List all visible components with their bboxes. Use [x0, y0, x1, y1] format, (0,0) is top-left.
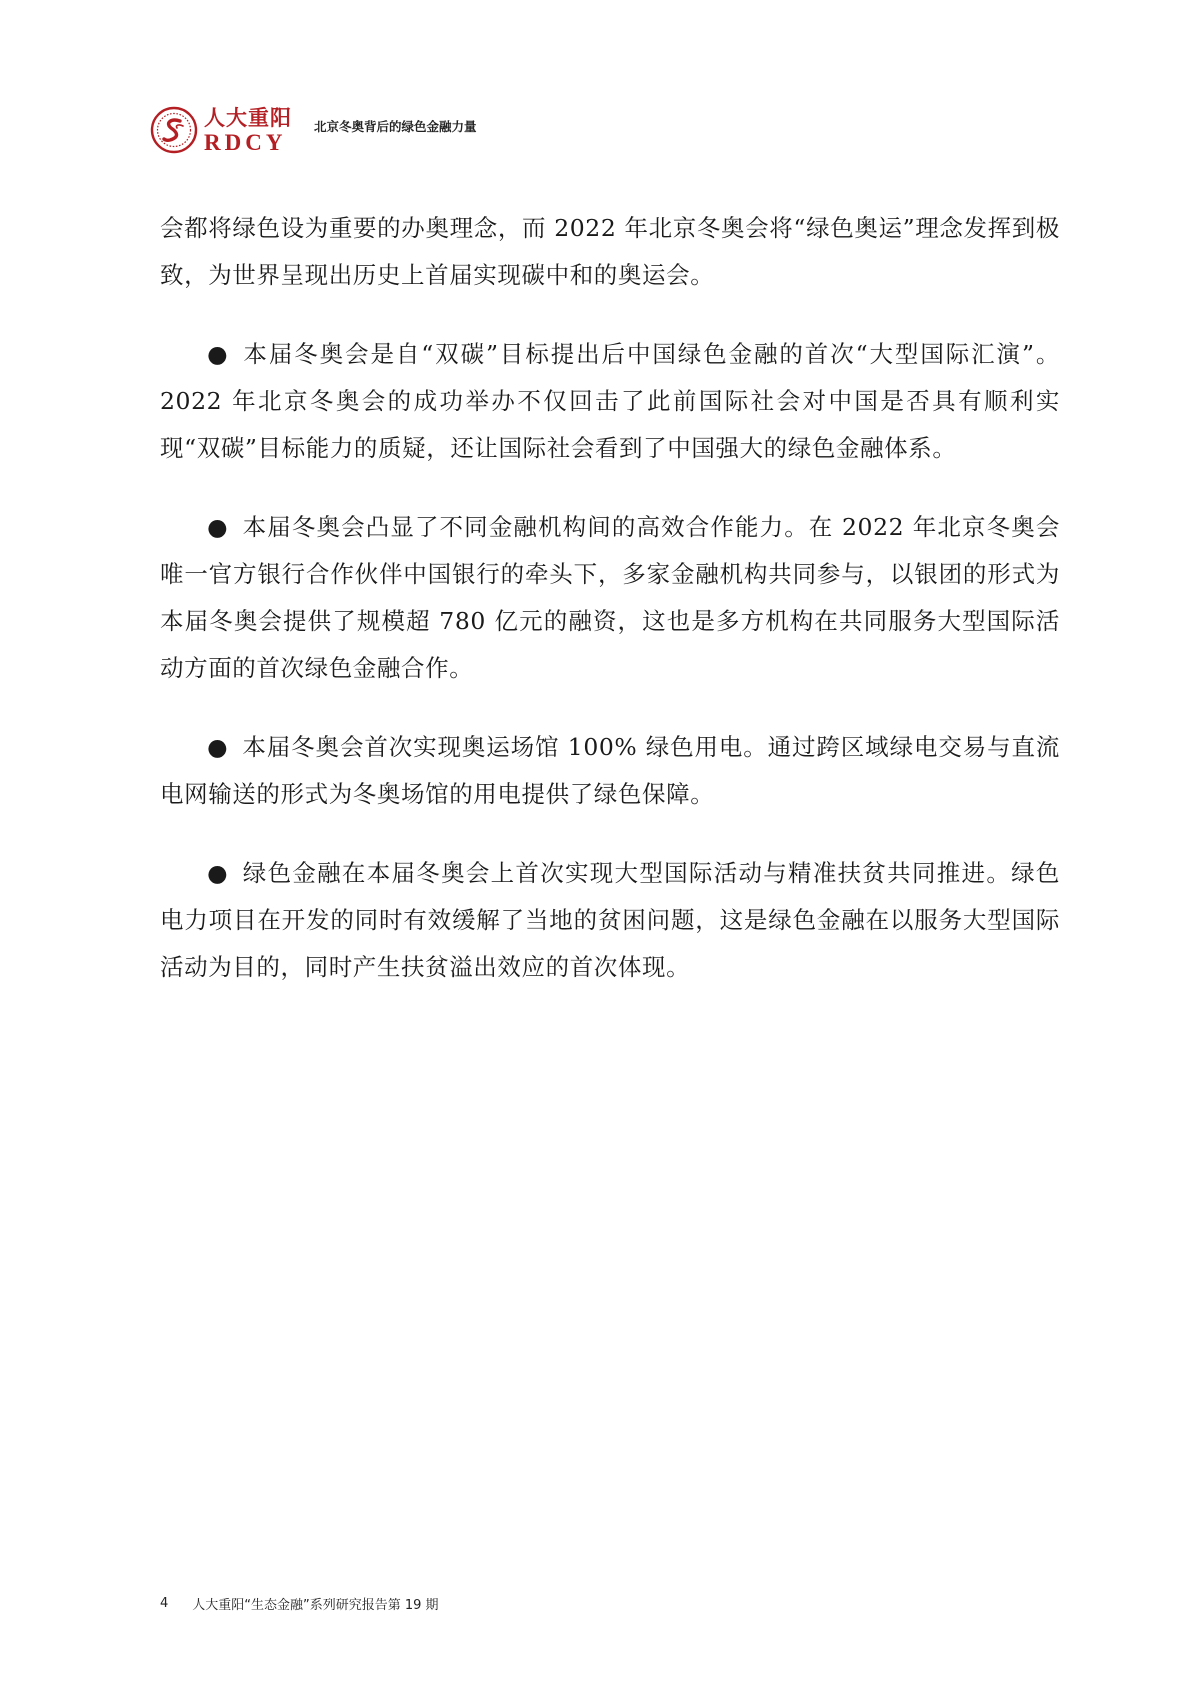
- body-text: [160, 205, 1060, 991]
- paragraph-text: 本届冬奥会凸显了不同金融机构间的高效合作能力。在 2022 年北京冬奥会唯一官方银行合作伙伴中国银行的牵头下，多家金融机构共同参与，以银团的形式为本届冬奥会提供了规模超 780 亿元的融资，这也是多方机构在共同服务大型国际活动方面的首次绿色金融合作。: [160, 513, 1060, 682]
- paragraph-text: 本届冬奥会首次实现奥运场馆 100% 绿色用电。通过跨区域绿电交易与直流电网输送的形式为冬奥场馆的用电提供了绿色保障。: [160, 733, 1060, 808]
- logo-wordmark: [204, 104, 292, 155]
- paragraph-text: 本届冬奥会是自“双碳”目标提出后中国绿色金融的首次“大型国际汇演”。2022 年北京冬奥会的成功举办不仅回击了此前国际社会对中国是否具有顺利实现“双碳”目标能力的质疑，还让国际社会看到了中国强大的绿色金融体系。: [160, 340, 1060, 462]
- series-title: 人大重阳“生态金融”系列研究报告第 19 期: [192, 1598, 439, 1613]
- bullet-paragraph: [160, 850, 1060, 991]
- logo-chinese-name: 人大重阳: [204, 104, 292, 130]
- paragraph: [160, 205, 1060, 299]
- logo-english-name: RDCY: [204, 129, 287, 155]
- rdcy-logo-icon: [150, 106, 198, 154]
- page-number: 4: [160, 1596, 169, 1611]
- bullet-icon: ●: [207, 340, 229, 368]
- report-title: 北京冬奥背后的绿色金融力量: [314, 119, 477, 134]
- bullet-paragraph: [160, 504, 1060, 692]
- paragraph-text: 会都将绿色设为重要的办奥理念，而 2022 年北京冬奥会将“绿色奥运”理念发挥到极致，为世界呈现出历史上首届实现碳中和的奥运会。: [160, 214, 1060, 289]
- paragraph-text: 绿色金融在本届冬奥会上首次实现大型国际活动与精准扶贫共同推进。绿色电力项目在开发的同时有效缓解了当地的贫困问题，这是绿色金融在以服务大型国际活动为目的，同时产生扶贫溢出效应的首次体现。: [160, 859, 1060, 981]
- bullet-icon: ●: [207, 513, 229, 541]
- bullet-paragraph: [160, 724, 1060, 818]
- page-header: [150, 100, 477, 160]
- bullet-icon: ●: [207, 733, 229, 761]
- bullet-paragraph: [160, 331, 1060, 472]
- page-footer: [160, 1594, 439, 1613]
- bullet-icon: ●: [207, 859, 229, 887]
